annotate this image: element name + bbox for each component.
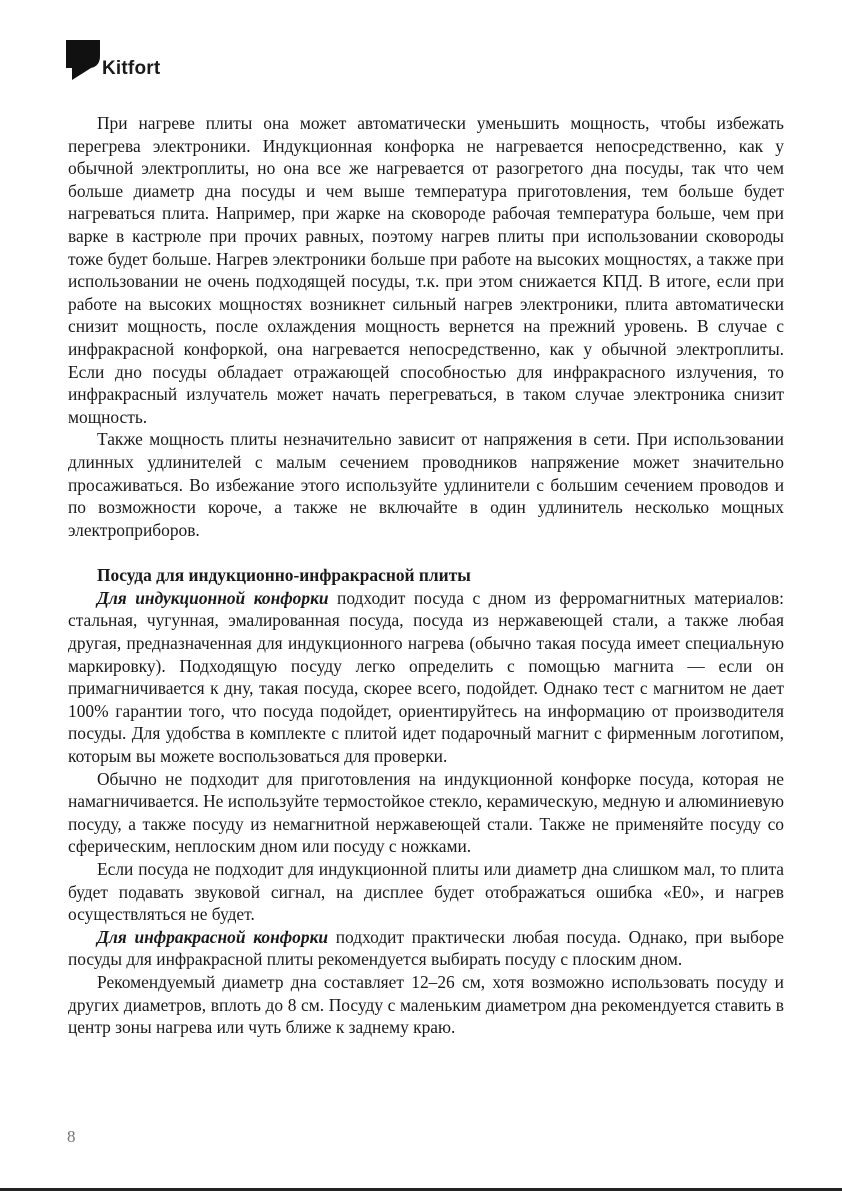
page-number: 8 — [67, 1127, 76, 1146]
brand-logo — [66, 40, 160, 80]
section-gap — [68, 541, 784, 564]
induction-text: подходит посуда с дном из ферромагнитных материалов: стальная, чугунная, эмалированная посуда, посуда из нержавеющей стали, а также любая другая, предназначенная для индукционного нагрева (обычно такая посуда имеет специальную маркировку). Подходящую посуду легко определить с помощью магнита — если он примагничивается к дну, такая посуда, скорее всего, подойдет. Однако тест с магнитом не дает 100% гарантии того, что посуда подойдет, ориентируйтесь на информацию от производителя посуды. Для удобства в комплекте с плитой идет подарочный магнит с фирменным логотипом, которым вы можете воспользоваться для проверки. — [68, 587, 784, 767]
intro-paragraph-heating: При нагреве плиты она может автоматически уменьшить мощность, чтобы избежать перегрева электроники. Индукционная конфорка не нагревается непосредственно, как у обычной электроплиты, но она все же нагревается от разогретого дна посуды, так что чем больше диаметр дна посуды и чем выше температура приготовления, тем больше будет нагреваться плита. Например, при жарке на сковороде рабочая температура больше, чем при варке в кастрюле при прочих равных, поэтому нагрев плиты при использовании сковороды тоже будет больше. Нагрев электроники больше при работе на высоких мощностях, а также при использовании не очень подходящей посуды, т.к. при этом снижается КПД. В итоге, если при работе на высоких мощностях возникнет сильный нагрев электроники, плита автоматически снизит мощность, после охлаждения мощность вернется на прежний уровень. В случае с инфракрасной конфоркой, она нагревается непосредственно, как у обычной электроплиты. Если дно посуды обладает отражающей способностью для инфракрасного излучения, то инфракрасный излучатель может начать перегреваться, в таком случае электроника снизит мощность. — [68, 113, 784, 427]
kitfort-logo-icon — [66, 40, 100, 80]
induction-lead: Для индукционной конфорки — [97, 587, 329, 608]
section-heading-cookware: Посуда для индукционно-инфракрасной плиты — [97, 565, 471, 586]
brand-name: Kitfort — [102, 58, 161, 79]
intro-paragraph-voltage: Также мощность плиты незначительно зависит от напряжения в сети. При использовании длинных удлинителей с малым сечением проводников напряжение может значительно просаживаться. Во избежание этого используйте удлинители с большим сечением проводов и по возможности короче, а также не включайте в один удлинитель несколько мощных электроприборов. — [68, 429, 784, 540]
paragraph-recommended-diameter: Рекомендуемый диаметр дна составляет 12–26 см, хотя возможно использовать посуду и других диаметров, вплоть до 8 см. Посуду с маленьким диаметром дна рекомендуется ставить в центр зоны нагрева или чуть ближе к заднему краю. — [68, 971, 784, 1038]
infrared-lead: Для инфракрасной конфорки — [97, 926, 329, 947]
document-body — [68, 112, 784, 1039]
infrared-text: подходит практически любая посуда. Однако, при выборе посуды для инфракрасной плиты рекомендуется выбирать посуду с плоским дном. — [68, 926, 784, 970]
paragraph-induction-cookware — [68, 587, 784, 768]
paragraph-infrared-cookware — [68, 926, 784, 971]
paragraph-error-e0: Если посуда не подходит для индукционной плиты или диаметр дна слишком мал, то плита будет подавать звуковой сигнал, на дисплее будет отображаться ошибка «E0», и нагрев осуществляться не будет. — [68, 859, 784, 925]
paragraph-unsuitable-cookware: Обычно не подходит для приготовления на индукционной конфорке посуда, которая не намагничивается. Не используйте термостойкое стекло, керамическую, медную и алюминиевую посуду, а также посуду из немагнитной нержавеющей стали. Также не применяйте посуду со сферическим, неплоским дном или посуду с ножками. — [68, 768, 784, 857]
